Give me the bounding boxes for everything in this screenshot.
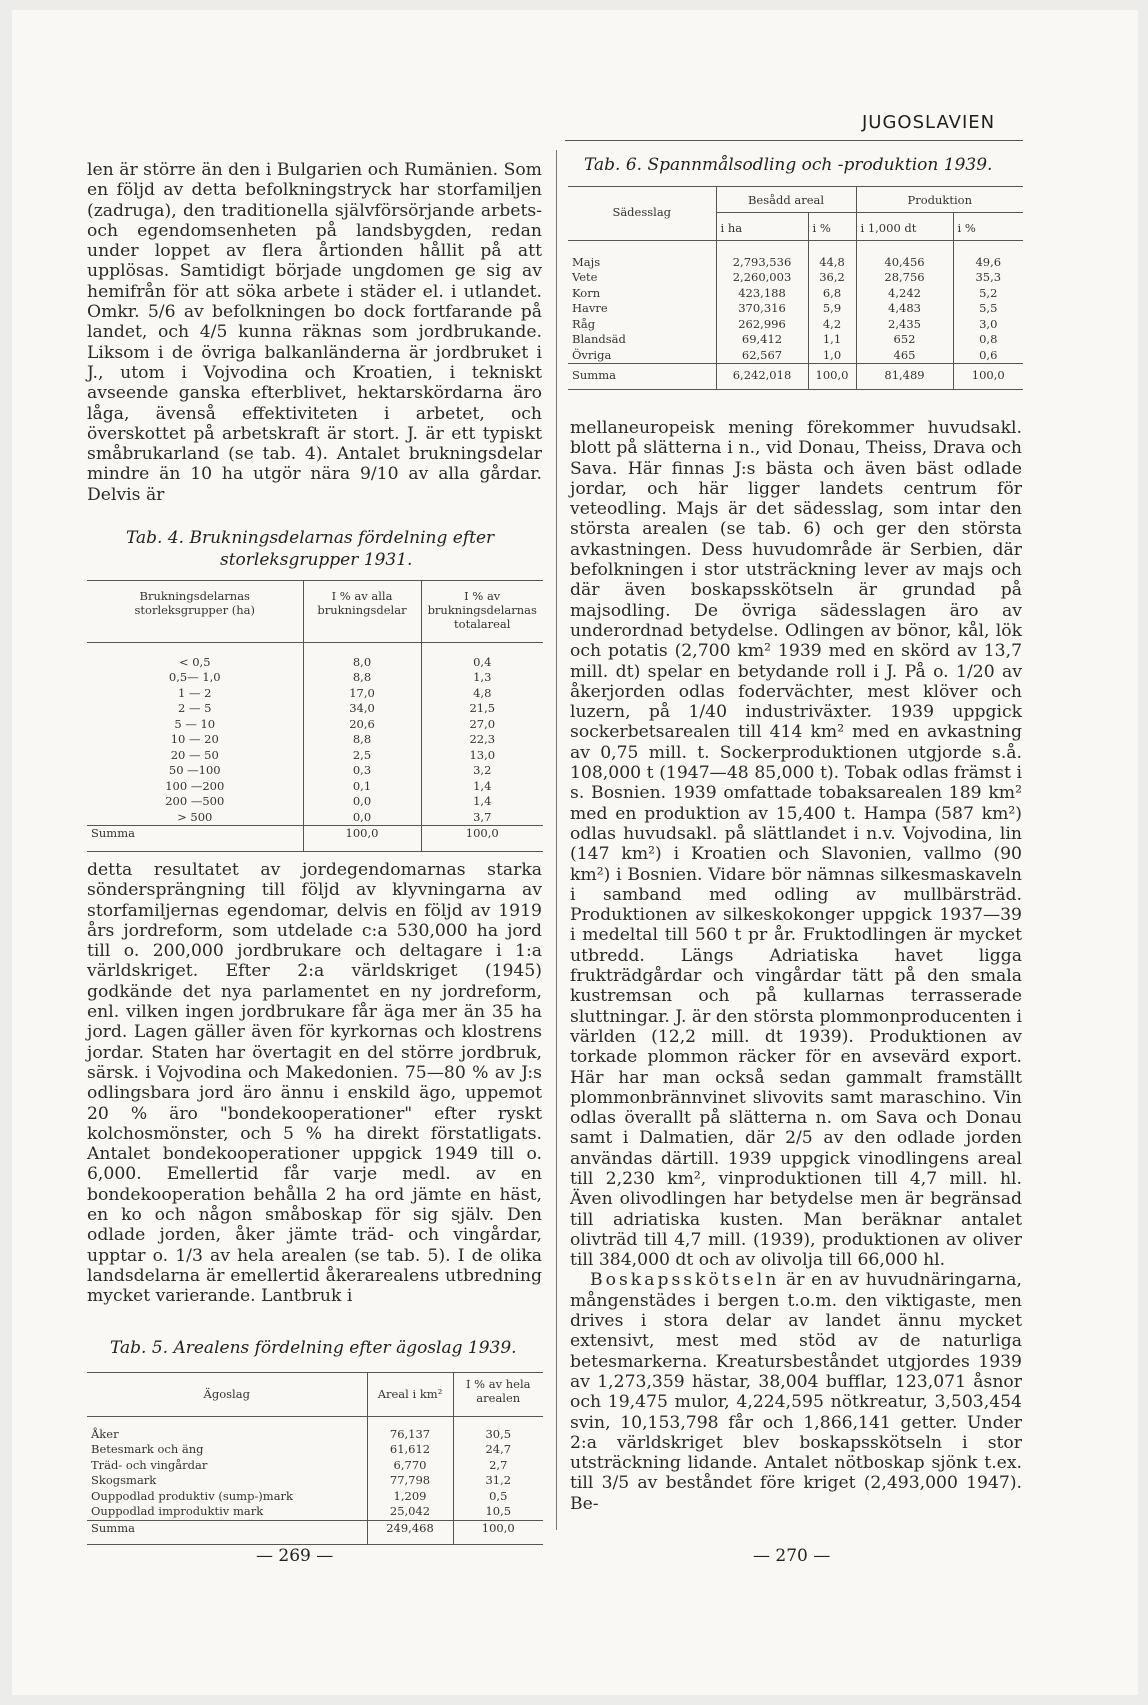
cell-value: 8,8 <box>303 670 421 686</box>
cell-value: 1,209 <box>367 1489 453 1505</box>
paragraph: detta resultatet av jordegendomarnas starka söndersprängning till följd av klyvningarna av storfamiljernas egendomar, delvis en följd av 1919 års jordreform, som utdelade c:a 530,000 ha jord till o. 200,000 jordbrukare och deltagare i 1:a världskriget. Efter 2:a världskriget (1945) godkände det nya parlamentet en ny jordreform, enl. vilken ingen jordbrukare får äga mer än 35 ha jord. Lagen gäller även för kyrkornas och klostrens jordar. Staten har övertagit en del större jordbruk, särsk. i Vojvodina och Makedonien. 75—80 % av J:s odlingsbara jord äro ännu i enskild ägo, uppemot 20 % äro "bondekooperationer" efter ryskt kolchosmönster, och 5 % ha direkt förstatligats. Antalet bondekooperationer uppgick 1949 till o. 6,000. Emellertid får varje medl. av en bondekooperation behålla 2 ha ord jämte en häst, en ko och någon småboskap för sig själv. Den odlade jorden, åker jämte träd- och vingårdar, upptar o. 1/3 av hela arealen (se tab. 5). I de olika landsdelarna är emellertid åkerarealens utbredning mycket varierande. Lantbruk i <box>87 860 542 1307</box>
row-label: Blandsäd <box>572 332 626 346</box>
cell-value: 5,2 <box>953 286 1023 302</box>
table-row <box>87 748 543 764</box>
left-column-text-1 <box>87 160 542 505</box>
tab6-sub4: i % <box>953 213 1023 241</box>
tab5-sum-2: 100,0 <box>453 1520 543 1544</box>
tab6-sum-1: 6,242,018 <box>716 364 808 390</box>
table-row <box>568 255 1023 271</box>
tab6-col1: Sädesslag <box>612 205 672 219</box>
cell-value: 25,042 <box>367 1504 453 1520</box>
cell-value: 20,6 <box>303 717 421 733</box>
tab6-sub1: i ha <box>716 213 808 241</box>
cell-value: 0,0 <box>303 810 421 826</box>
cell-value: 4,242 <box>856 286 953 302</box>
table-row <box>87 810 543 826</box>
row-label: < 0,5 <box>178 654 211 669</box>
cell-value: 3,2 <box>421 763 543 779</box>
cell-value: 0,8 <box>953 332 1023 348</box>
cell-value: 2,435 <box>856 317 953 333</box>
table-row <box>87 717 543 733</box>
cell-value: 1,1 <box>808 332 856 348</box>
cell-value: 13,0 <box>421 748 543 764</box>
cell-value: 8,8 <box>303 732 421 748</box>
cell-value: 10,5 <box>453 1504 543 1520</box>
cell-value: 30,5 <box>453 1427 543 1443</box>
cell-value: 370,316 <box>716 301 808 317</box>
paragraph: len är större än den i Bulgarien och Rumänien. Som en följd av detta befolkningstryck har storfamiljen (zadruga), den traditionella självförsörjande arbets- och egendomsenheten på landsbygden, redan under loppet av flera årtionden hållit på att upplösas. Samtidigt började ungdomen ge sig av hemifrån för att söka arbete i städer el. i utlandet. Omkr. 5/6 av befolkningen bo dock fortfarande på landet, och 4/5 kunna räknas som jordbrukande. Liksom i de övriga balkanländerna är jordbruket i J., utom i Vojvodina och Kroatien, i tekniskt avseende ganska efterblivet, hektarskördarna äro låga, ävenså effektiviteten i arbetet, och överskottet på arbetskraft är stort. J. är ett typiskt småbrukarland (se tab. 4). Antalet brukningsdelar mindre än 10 ha utgör nära 9/10 av alla gårdar. Delvis är <box>87 160 542 505</box>
cell-value: 2,7 <box>453 1458 543 1474</box>
cell-value: 465 <box>856 348 953 364</box>
row-label: Övriga <box>572 347 612 362</box>
cell-value: 652 <box>856 332 953 348</box>
boskap-lead: Boskapsskötseln <box>590 1270 780 1291</box>
running-header: JUGOSLAVIEN <box>862 112 996 133</box>
cell-value: 1,4 <box>421 779 543 795</box>
table-row <box>87 1504 543 1520</box>
row-label: 200 —500 <box>165 794 225 808</box>
cell-value: 0,6 <box>953 348 1023 364</box>
table-row <box>87 1442 543 1458</box>
cell-value: 4,8 <box>421 686 543 702</box>
table-row <box>568 348 1023 364</box>
table-row <box>87 779 543 795</box>
cell-value: 262,996 <box>716 317 808 333</box>
cell-value: 2,793,536 <box>716 255 808 271</box>
row-label: 1 — 2 <box>178 685 212 700</box>
tab4-sum-1: 100,0 <box>303 826 421 852</box>
table-row <box>87 794 543 810</box>
tab5-col3: I % av hela arealen <box>453 1373 543 1417</box>
cell-value: 40,456 <box>856 255 953 271</box>
table-row <box>568 317 1023 333</box>
table-row <box>87 1427 543 1443</box>
cell-value: 6,8 <box>808 286 856 302</box>
tab4-sum-2: 100,0 <box>421 826 543 852</box>
cell-value: 3,7 <box>421 810 543 826</box>
table-row <box>87 1473 543 1489</box>
cell-value: 0,0 <box>303 794 421 810</box>
tab6-sub2: i % <box>808 213 856 241</box>
table-row <box>87 701 543 717</box>
row-label: 20 — 50 <box>170 747 219 762</box>
row-label: Åker <box>91 1426 119 1441</box>
tab6-sum-3: 81,489 <box>856 364 953 390</box>
tab6-sub3: i 1,000 dt <box>856 213 953 241</box>
boskap-text: är en av huvudnäringarna, mångenstädes i bergen t.o.m. den viktigaste, men drives i stora delar av landet ännu mycket extensivt, mest med stöd av de naturliga betesmarkerna. Kreatursbeståndet utgjordes 1939 av 1,273,359 hästar, 38,004 bufflar, 123,071 åsnor och 19,475 mulor, 4,224,595 nötkreatur, 3,503,454 svin, 10,153,798 får och 1,866,141 getter. Under 2:a världskriget blev boskapsskötseln i stor utsträckning lidande. Antalet nötboskap sjönk t.ex. till 3/5 av beståndet före kriget (2,493,000 1947). Be- <box>570 1270 1022 1514</box>
cell-value: 0,5 <box>453 1489 543 1505</box>
paragraph-boskap <box>570 1270 1022 1514</box>
cell-value: 61,612 <box>367 1442 453 1458</box>
cell-value: 35,3 <box>953 270 1023 286</box>
table-row <box>568 301 1023 317</box>
tab6-table <box>568 186 1023 390</box>
cell-value: 62,567 <box>716 348 808 364</box>
row-label: 0,5— 1,0 <box>168 670 221 684</box>
cell-value: 1,3 <box>421 670 543 686</box>
tab6-group1: Besådd areal <box>716 187 856 213</box>
tab4-col2: I % av alla brukningsdelar <box>303 581 421 643</box>
table-row <box>87 1489 543 1505</box>
tab6-sum-2: 100,0 <box>808 364 856 390</box>
cell-value: 2,260,003 <box>716 270 808 286</box>
row-label: Träd- och vingårdar <box>91 1457 208 1472</box>
tab6-group2: Produktion <box>856 187 1023 213</box>
tab5-col1: Ägoslag <box>203 1387 250 1401</box>
row-label: Ouppodlad improduktiv mark <box>91 1504 264 1518</box>
row-label: 100 —200 <box>165 778 225 793</box>
cell-value: 36,2 <box>808 270 856 286</box>
cell-value: 44,8 <box>808 255 856 271</box>
cell-value: 4,2 <box>808 317 856 333</box>
tab6-sum-4: 100,0 <box>953 364 1023 390</box>
tab5-col2: Areal i km² <box>367 1373 453 1417</box>
tab5-table <box>87 1372 543 1545</box>
table-row <box>87 732 543 748</box>
cell-value: 5,5 <box>953 301 1023 317</box>
table-row <box>87 670 543 686</box>
tab5-sum-label: Summa <box>91 1520 135 1535</box>
cell-value: 2,5 <box>303 748 421 764</box>
row-label: Majs <box>572 254 601 269</box>
row-label: Skogsmark <box>91 1473 157 1487</box>
cell-value: 0,4 <box>421 655 543 671</box>
row-label: 50 —100 <box>168 763 221 777</box>
table-row <box>568 270 1023 286</box>
row-label: Råg <box>572 316 596 331</box>
cell-value: 76,137 <box>367 1427 453 1443</box>
table-row <box>87 763 543 779</box>
right-column-text <box>570 418 1022 1514</box>
cell-value: 22,3 <box>421 732 543 748</box>
table-row <box>87 655 543 671</box>
tab4-col3: I % av brukningsdelarnas totalareal <box>421 581 543 643</box>
cell-value: 1,0 <box>808 348 856 364</box>
cell-value: 28,756 <box>856 270 953 286</box>
cell-value: 0,3 <box>303 763 421 779</box>
row-label: 5 — 10 <box>174 716 216 731</box>
column-divider <box>556 150 557 1530</box>
cell-value: 49,6 <box>953 255 1023 271</box>
tab5-sum-1: 249,468 <box>367 1520 453 1544</box>
tab4-sum-label: Summa <box>91 826 135 840</box>
cell-value: 69,412 <box>716 332 808 348</box>
page-number-right: — 270 — <box>753 1546 831 1566</box>
cell-value: 8,0 <box>303 655 421 671</box>
left-column-text-2 <box>87 860 542 1307</box>
paragraph: mellaneuropeisk mening förekommer huvudsakl. blott på slätterna i n., vid Donau, Theiss, Drava och Sava. Här finnas J:s bästa och även bäst odlade jordar, och här ligger landets centrum för veteodling. Majs är det sädesslag, som intar den största arealen (se tab. 6) och ger den största avkastningen. Dess huvudområde är Serbien, där befolkningen i stor utsträckning lever av majs och där även boskapsskötseln är grundad på majsodling. De övriga sädesslagen äro av underordnad betydelse. Odlingen av bönor, kål, lök och potatis (2,700 km² 1939 med en skörd av 13,7 mill. dt) spelar en betydande roll i J. På o. 1/20 av åkerjorden odlas fodervächter, mest klöver och luzern, på 1/40 industriväxter. 1939 uppgick sockerbetsarealen till 414 km² med en avkastning av 0,75 mill. t. Sockerproduktionen utgjorde s.å. 108,000 t (1947—48 85,000 t). Tobak odlas främst i s. Bosnien. 1939 omfattade tobaksarealen 189 km² med en produktion av 15,400 t. Hampa (587 km²) odlas huvudsakl. på slättlandet i n.v. Vojvodina, lin (147 km²) i Kroatien och Slavonien, vallmo (90 km²) i Bosnien. Vidare bör nämnas silkesmaskaveln i samband med odling av mullbärsträd. Produktionen av silkeskokonger uppgick 1937—39 i medeltal till 560 t pr år. Fruktodlingen är mycket utbredd. Längs Adriatiska havet ligga frukträdgårdar och vingårdar tätt på den smala kustremsan och på kullarnas terrasserade sluttningar. J. är den största plommonproducenten i världen (12,2 mill. dt 1939). Produktionen av torkade plommon räcker för en avsevärd export. Här har man också sedan gammalt framställt plommonbrännvinet slivovits samt maraschino. Vin odlas överallt på slätterna n. om Sava och Donau samt i Dalmatien, där 2/5 av den odlade jorden användas därtill. 1939 uppgick vinodlingens areal till 2,230 km², vinproduktionen till 4,7 mill. hl. Även olivodlingen har betydelse men är begränsad till adriatiska kusten. Man beräknar antalet olivträd till 4,7 mill. (1939), produktionen av oliver till 384,000 dt och av olivolja till 66,000 hl. <box>570 418 1022 1271</box>
cell-value: 77,798 <box>367 1473 453 1489</box>
cell-value: 6,770 <box>367 1458 453 1474</box>
tab6-sum-label: Summa <box>572 368 616 382</box>
table-row <box>568 332 1023 348</box>
cell-value: 27,0 <box>421 717 543 733</box>
cell-value: 423,188 <box>716 286 808 302</box>
cell-value: 3,0 <box>953 317 1023 333</box>
cell-value: 17,0 <box>303 686 421 702</box>
tab4-table <box>87 580 543 852</box>
cell-value: 21,5 <box>421 701 543 717</box>
cell-value: 4,483 <box>856 301 953 317</box>
table-row <box>87 1458 543 1474</box>
row-label: Betesmark och äng <box>91 1442 204 1456</box>
cell-value: 1,4 <box>421 794 543 810</box>
cell-value: 24,7 <box>453 1442 543 1458</box>
row-label: > 500 <box>177 809 213 824</box>
tab4-col1: Brukningsdelarnas storleksgrupper (ha) <box>134 589 255 617</box>
page-number-left: — 269 — <box>256 1546 334 1566</box>
cell-value: 5,9 <box>808 301 856 317</box>
tab6-caption: Tab. 6. Spannmålsodling och -produktion 1939. <box>584 155 993 175</box>
row-label: Vete <box>572 270 598 284</box>
cell-value: 31,2 <box>453 1473 543 1489</box>
tab4-caption-year: storleksgrupper 1931. <box>220 550 413 570</box>
row-label: 10 — 20 <box>170 732 219 746</box>
row-label: 2 — 5 <box>178 701 212 715</box>
tab4-caption: Tab. 4. Brukningsdelarnas fördelning efter <box>126 528 495 548</box>
row-label: Korn <box>572 285 601 300</box>
header-rule <box>565 140 1023 141</box>
table-row <box>87 686 543 702</box>
tab5-caption: Tab. 5. Arealens fördelning efter ägoslag 1939. <box>110 1338 517 1358</box>
row-label: Ouppodlad produktiv (sump-)mark <box>91 1488 294 1503</box>
table-row <box>568 286 1023 302</box>
row-label: Havre <box>572 301 608 315</box>
cell-value: 34,0 <box>303 701 421 717</box>
cell-value: 0,1 <box>303 779 421 795</box>
